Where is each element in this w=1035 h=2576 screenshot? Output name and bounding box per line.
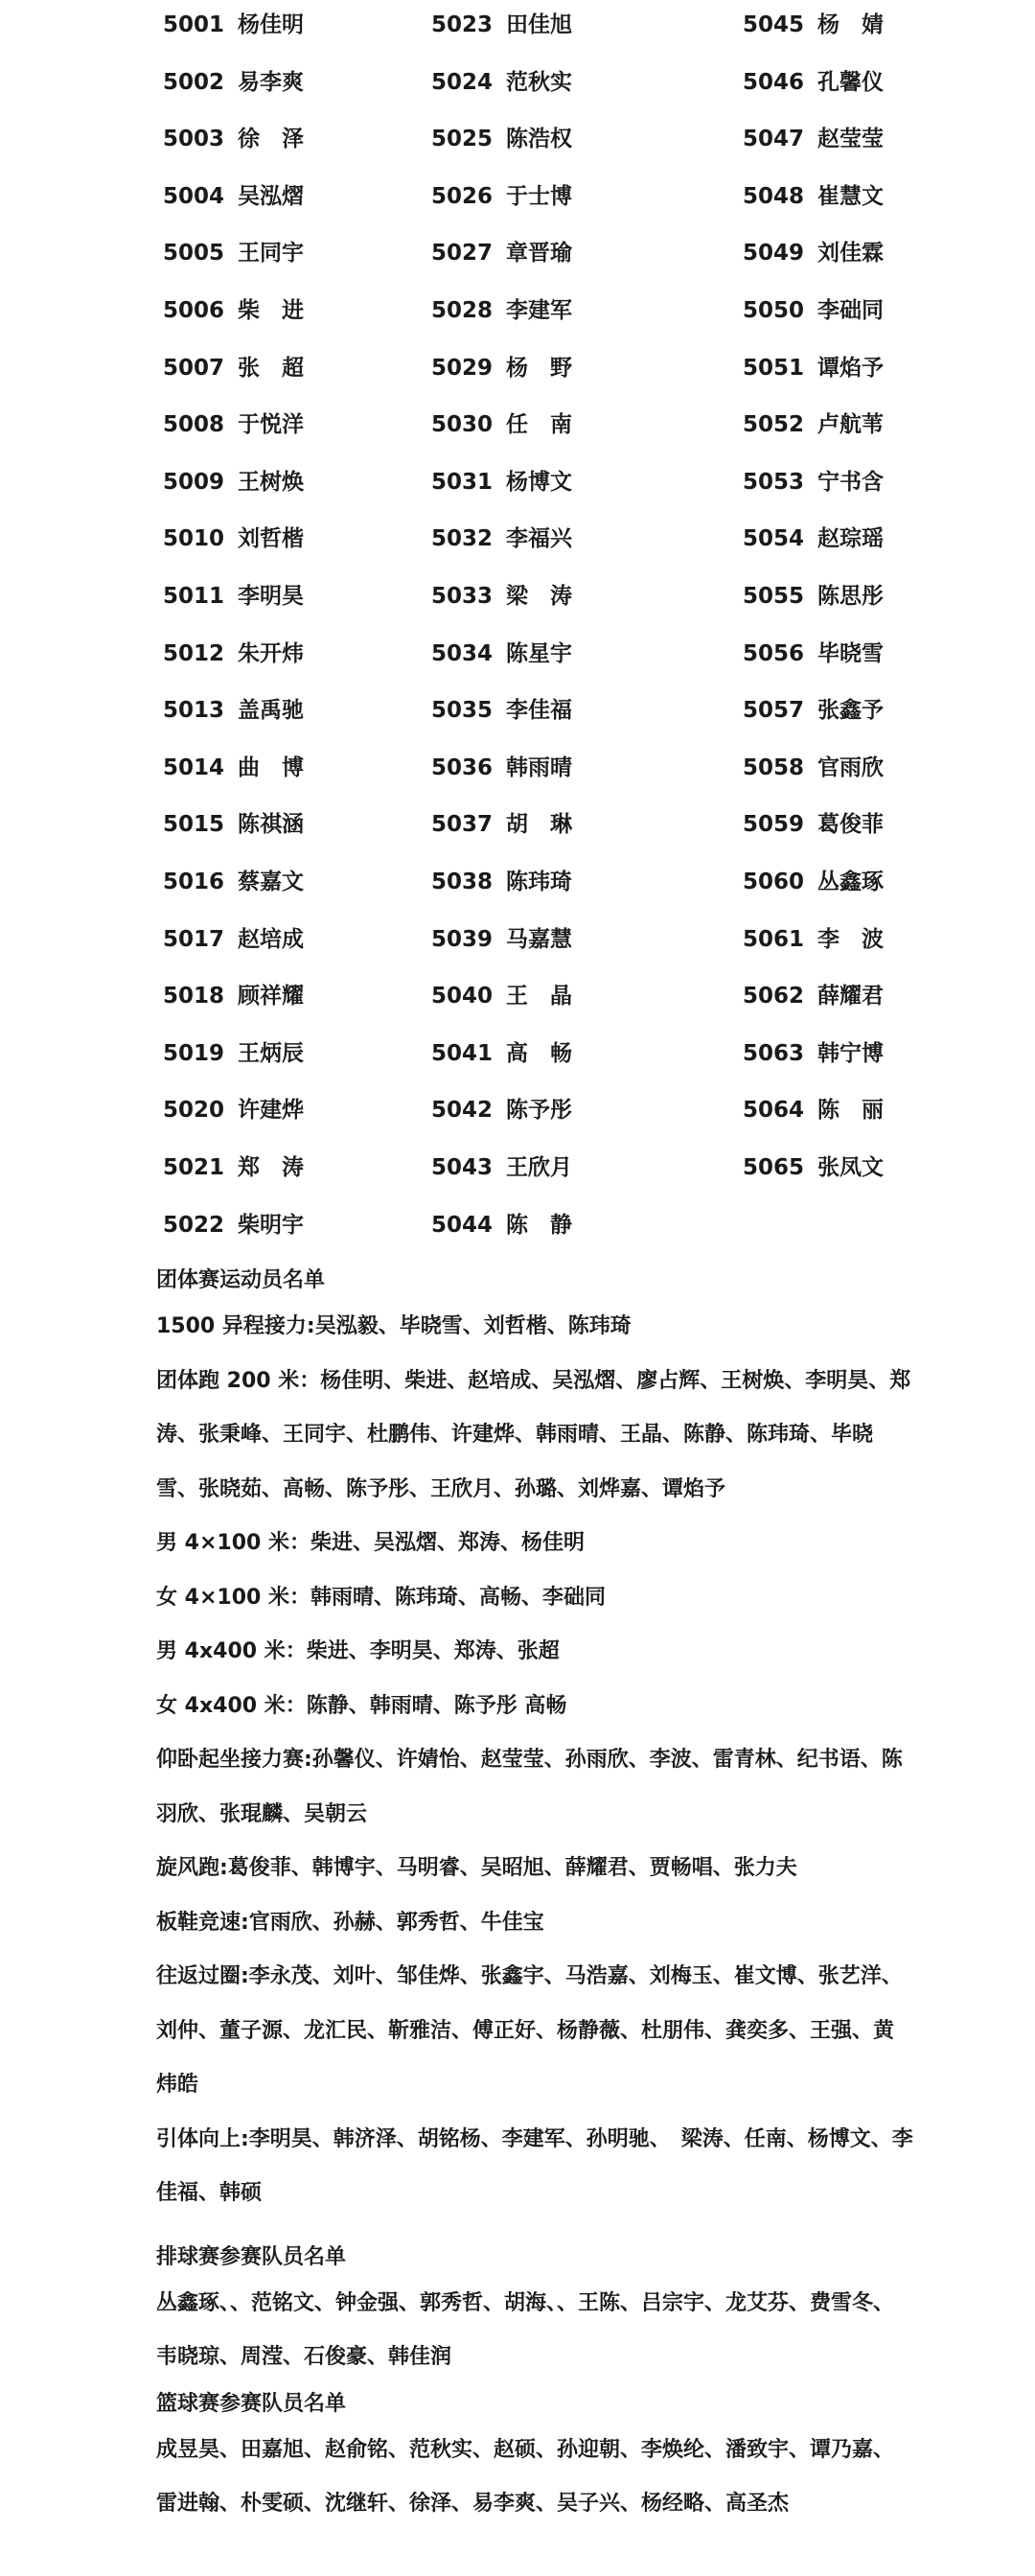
athlete-number: 5013: [163, 698, 225, 724]
athlete-number: 5055: [743, 584, 805, 609]
athlete-number: 5022: [163, 1212, 225, 1238]
athlete-number: 5063: [743, 1040, 805, 1066]
athlete-number: 5003: [163, 127, 225, 152]
roster-entry: [163, 977, 304, 1015]
roster-entry: [743, 1149, 884, 1187]
roster-entry: [431, 406, 572, 444]
athlete-number: 5053: [743, 469, 805, 495]
team-event-team-run-200m: 团体跑 200 米：杨佳明、柴进、赵培成、吴泓熠、廖占辉、王树焕、李明昊、郑涛、张秉峰、王同宇、杜鹏伟、许建烨、韩雨晴、王晶、陈静、陈玮琦、毕晓雪、张晓茹、高畅、陈予彤、王欣月、孙璐、刘烨嘉、谭焰予: [156, 1368, 911, 1501]
athlete-name: 杨佳明: [238, 12, 304, 37]
athlete-number: 5039: [431, 926, 494, 952]
roster-entry: [163, 177, 304, 216]
roster-entry: [743, 691, 884, 730]
athlete-name: 张 超: [238, 355, 304, 381]
roster-entry: [163, 805, 304, 844]
roster-entry: [431, 291, 572, 330]
team-event-men-4x400: 男 4x400 米：柴进、李明昊、郑涛、张超: [156, 1639, 560, 1663]
roster-entry: [743, 577, 884, 615]
athlete-name: 陈 静: [506, 1212, 572, 1238]
athlete-name: 王 晶: [506, 984, 572, 1010]
basketball-roster-title: 篮球赛参赛队员名单: [156, 2391, 347, 2416]
roster-entry: [163, 291, 304, 330]
athlete-number: 5011: [163, 584, 225, 609]
athlete-number: 5006: [163, 298, 225, 323]
athlete-number: 5031: [431, 469, 494, 495]
athlete-name: 李础同: [817, 298, 884, 323]
team-event-sections: [156, 1262, 913, 2532]
roster-entry: [743, 805, 884, 844]
athlete-number: 5030: [431, 412, 494, 438]
athlete-name: 李 波: [817, 926, 884, 952]
team-event-situp-relay: 仰卧起坐接力赛:孙馨仪、许婧怡、赵莹莹、孙雨欣、李波、雷青林、纪书语、陈羽欣、张琨麟、吴朝云: [156, 1748, 903, 1826]
team-event-women-4x100: 女 4×100 米：韩雨晴、陈玮琦、高畅、李础同: [156, 1585, 606, 1610]
athlete-name: 赵琮瑶: [817, 526, 884, 552]
roster-entry: [743, 177, 884, 216]
athlete-name: 任 南: [506, 412, 572, 438]
athlete-number: 5047: [743, 127, 805, 152]
athlete-name: 陈予彤: [506, 1098, 572, 1124]
athlete-name: 毕晓雪: [817, 640, 884, 666]
athlete-number: 5054: [743, 526, 805, 552]
team-event-board-shoe-race: 板鞋竞速:官雨欣、孙赫、郭秀哲、牛佳宝: [156, 1910, 544, 1935]
athlete-number: 5002: [163, 69, 225, 95]
athlete-number: 5016: [163, 870, 225, 894]
athlete-name: 郑 涛: [238, 1155, 304, 1180]
athlete-number: 5015: [163, 812, 225, 838]
athlete-number: 5064: [743, 1098, 805, 1124]
athlete-number: 5004: [163, 183, 225, 209]
roster-entry: [431, 977, 572, 1015]
athlete-number: 5050: [743, 298, 805, 323]
athlete-number: 5038: [431, 870, 494, 894]
roster-entry: [431, 691, 572, 730]
athlete-number: 5037: [431, 812, 494, 838]
athlete-number: 5032: [431, 526, 494, 552]
athlete-number: 5027: [431, 241, 494, 267]
roster-entry: [431, 120, 572, 158]
roster-entry: [431, 635, 572, 673]
athlete-name: 柴明宇: [238, 1212, 304, 1238]
roster-entry: [431, 920, 572, 959]
athlete-number: 5010: [163, 526, 225, 552]
athlete-name: 刘佳霖: [817, 241, 884, 267]
athlete-name: 张凤文: [817, 1155, 884, 1180]
roster-entry: [163, 234, 304, 272]
athlete-name: 王欣月: [506, 1155, 572, 1180]
athlete-name: 宁书含: [817, 469, 884, 495]
roster-entry: [743, 920, 884, 959]
athlete-name: 高 畅: [506, 1040, 572, 1066]
athlete-number: 5033: [431, 584, 494, 609]
athlete-name: 刘哲楷: [238, 526, 304, 552]
roster-entry: [163, 1149, 304, 1187]
athlete-name: 于悦洋: [238, 412, 304, 438]
athlete-name: 陈玮琦: [506, 870, 572, 894]
athlete-name: 吴泓熠: [238, 183, 304, 209]
athlete-name: 丛鑫琢: [817, 870, 884, 894]
athlete-number: 5041: [431, 1040, 494, 1066]
athlete-number: 5024: [431, 69, 494, 95]
athlete-name: 朱开炜: [238, 640, 304, 666]
roster-entry: [163, 520, 304, 558]
athlete-number: 5040: [431, 984, 494, 1010]
team-event-pull-up: 引体向上:李明昊、韩济泽、胡铭杨、李建军、孙明驰、 梁涛、任南、杨博文、李佳福、韩硕: [156, 2126, 913, 2205]
roster-entry: [163, 63, 304, 102]
athlete-number: 5057: [743, 698, 805, 724]
roster-entry: [431, 1149, 572, 1187]
athlete-number: 5008: [163, 412, 225, 438]
athlete-number: 5060: [743, 870, 805, 894]
athlete-number: 5036: [431, 754, 494, 780]
athlete-name: 曲 博: [238, 754, 304, 780]
roster-entry: [163, 577, 304, 615]
athlete-number: 5034: [431, 640, 494, 666]
athlete-number: 5026: [431, 183, 494, 209]
roster-entry: [163, 635, 304, 673]
roster-entry: [743, 977, 884, 1015]
athlete-name: 李福兴: [506, 526, 572, 552]
team-event-whirlwind-run: 旋风跑:葛俊菲、韩博宇、马明睿、吴昭旭、薛耀君、贾畅唱、张力夫: [156, 1856, 797, 1880]
roster-entry: [743, 749, 884, 787]
athlete-number: 5058: [743, 754, 805, 780]
athlete-name: 蔡嘉文: [238, 870, 304, 894]
athlete-name: 章晋瑜: [506, 241, 572, 267]
athlete-name: 徐 泽: [238, 127, 304, 152]
athlete-number: 5049: [743, 241, 805, 267]
roster-entry: [743, 1091, 884, 1129]
athlete-name: 陈 丽: [817, 1098, 884, 1124]
roster-entry: [743, 406, 884, 444]
athlete-number: 5017: [163, 926, 225, 952]
athlete-number: 5044: [431, 1212, 494, 1238]
athlete-number: 5048: [743, 183, 805, 209]
roster-entry: [431, 63, 572, 102]
team-event-1500-relay: 1500 异程接力:吴泓毅、毕晓雪、刘哲楷、陈玮琦: [156, 1314, 632, 1338]
athlete-number: 5042: [431, 1098, 494, 1124]
athlete-name: 陈星宇: [506, 640, 572, 666]
roster-entry: [163, 691, 304, 730]
athlete-number: 5007: [163, 355, 225, 381]
team-event-men-4x100: 男 4×100 米：柴进、吴泓熠、郑涛、杨佳明: [156, 1531, 585, 1555]
athlete-name: 卢航苇: [817, 412, 884, 438]
athlete-name: 李佳福: [506, 698, 572, 724]
roster-entry: [431, 1091, 572, 1129]
roster-entry: [743, 863, 884, 901]
volleyball-roster-members: 丛鑫琢、、范铭文、钟金强、郭秀哲、胡海、、王陈、吕宗宇、龙艾芬、费雪冬、韦晓琼、周滢、石俊豪、韩佳润: [156, 2290, 895, 2369]
roster-entry: [743, 520, 884, 558]
athlete-name: 田佳旭: [506, 12, 572, 37]
roster-entry: [743, 291, 884, 330]
roster-entry: [163, 463, 304, 501]
athlete-number: 5046: [743, 69, 805, 95]
athlete-number: 5029: [431, 355, 494, 381]
athlete-name: 赵莹莹: [817, 127, 884, 152]
athlete-number: 5023: [431, 12, 494, 37]
athlete-name: 易李爽: [238, 69, 304, 95]
roster-entry: [743, 349, 884, 387]
athlete-name: 谭焰予: [817, 355, 884, 381]
roster-entry: [431, 805, 572, 844]
athlete-number: 5020: [163, 1098, 225, 1124]
athlete-number: 5018: [163, 984, 225, 1010]
athlete-name: 李建军: [506, 298, 572, 323]
athlete-number: 5045: [743, 12, 805, 37]
athlete-name: 王树焕: [238, 469, 304, 495]
athlete-number: 5065: [743, 1155, 805, 1180]
athlete-name: 崔慧文: [817, 183, 884, 209]
basketball-roster-members: 成昱昊、田嘉旭、赵俞铭、范秋实、赵硕、孙迎朝、李焕纶、潘致宇、谭乃嘉、雷进翰、朴雯硕、沈继轩、徐泽、易李爽、吴子兴、杨经略、高圣杰: [156, 2437, 895, 2516]
roster-entry: [431, 520, 572, 558]
athlete-name: 范秋实: [506, 69, 572, 95]
athlete-name: 王同宇: [238, 241, 304, 267]
athlete-number: 5035: [431, 698, 494, 724]
athlete-number: 5051: [743, 355, 805, 381]
roster-entry: [431, 749, 572, 787]
team-roster-title: 团体赛运动员名单: [156, 1268, 326, 1292]
roster-entry: [431, 6, 572, 44]
roster-entry: [743, 6, 884, 44]
roster-entry: [431, 577, 572, 615]
roster-entry: [431, 1034, 572, 1073]
roster-entry: [163, 1091, 304, 1129]
athlete-name: 韩雨晴: [506, 754, 572, 780]
athlete-name: 张鑫予: [817, 698, 884, 724]
volleyball-roster-title: 排球赛参赛队员名单: [156, 2244, 347, 2269]
roster-entry: [431, 234, 572, 272]
roster-entry: [431, 349, 572, 387]
athlete-name: 孔馨仪: [817, 69, 884, 95]
athlete-number: 5043: [431, 1155, 494, 1180]
athlete-number: 5062: [743, 984, 805, 1010]
athlete-number: 5012: [163, 640, 225, 666]
athlete-name: 杨博文: [506, 469, 572, 495]
athlete-name: 陈浩权: [506, 127, 572, 152]
team-event-shuttle-hoop: 往返过圈:李永茂、刘叶、邹佳烨、张鑫宇、马浩嘉、刘梅玉、崔文博、张艺洋、刘仲、董子源、龙汇民、靳雅洁、傅正好、杨静薇、杜朋伟、龚奕多、王强、黄炜皓: [156, 1964, 903, 2097]
athlete-name: 李明昊: [238, 584, 304, 609]
roster-entry: [163, 349, 304, 387]
roster-entry: [163, 6, 304, 44]
roster-entry: [743, 635, 884, 673]
athlete-number: 5005: [163, 241, 225, 267]
roster-entry: [163, 749, 304, 787]
athlete-number: 5056: [743, 640, 805, 666]
athlete-name: 王炳辰: [238, 1040, 304, 1066]
athlete-number: 5061: [743, 926, 805, 952]
athlete-name: 杨 婧: [817, 12, 884, 37]
roster-entry: [743, 120, 884, 158]
roster-entry: [163, 120, 304, 158]
athlete-name: 官雨欣: [817, 754, 884, 780]
roster-entry: [431, 177, 572, 216]
athlete-number: 5028: [431, 298, 494, 323]
athlete-name: 马嘉慧: [506, 926, 572, 952]
roster-entry: [743, 463, 884, 501]
roster-entry: [743, 1034, 884, 1073]
athlete-number: 5014: [163, 754, 225, 780]
athlete-name: 盖禹驰: [238, 698, 304, 724]
athlete-number: 5001: [163, 12, 225, 37]
athlete-name: 于士博: [506, 183, 572, 209]
athlete-name: 杨 野: [506, 355, 572, 381]
roster-entry: [743, 234, 884, 272]
athlete-number: 5059: [743, 812, 805, 838]
athlete-name: 赵培成: [238, 926, 304, 952]
athlete-name: 顾祥耀: [238, 984, 304, 1010]
roster-entry: [163, 863, 304, 901]
athlete-number: 5052: [743, 412, 805, 438]
athlete-number: 5019: [163, 1040, 225, 1066]
athlete-name: 柴 进: [238, 298, 304, 323]
roster-entry: [163, 1034, 304, 1073]
athlete-name: 许建烨: [238, 1098, 304, 1124]
athlete-name: 葛俊菲: [817, 812, 884, 838]
roster-entry: [163, 406, 304, 444]
athlete-number: 5021: [163, 1155, 225, 1180]
athlete-name: 薛耀君: [817, 984, 884, 1010]
athlete-name: 梁 涛: [506, 584, 572, 609]
athlete-name: 陈祺涵: [238, 812, 304, 838]
roster-entry: [163, 920, 304, 959]
roster-entry: [743, 63, 884, 102]
athlete-number: 5009: [163, 469, 225, 495]
athlete-name: 胡 琳: [506, 812, 572, 838]
athlete-name: 陈思彤: [817, 584, 884, 609]
roster-entry: [431, 863, 572, 901]
athlete-number: 5025: [431, 127, 494, 152]
roster-entry: [431, 463, 572, 501]
team-event-women-4x400: 女 4x400 米：陈静、韩雨晴、陈予彤 高畅: [156, 1693, 567, 1718]
athlete-name: 韩宁博: [817, 1040, 884, 1066]
roster-entry: [163, 1206, 304, 1244]
roster-entry: [431, 1206, 572, 1244]
